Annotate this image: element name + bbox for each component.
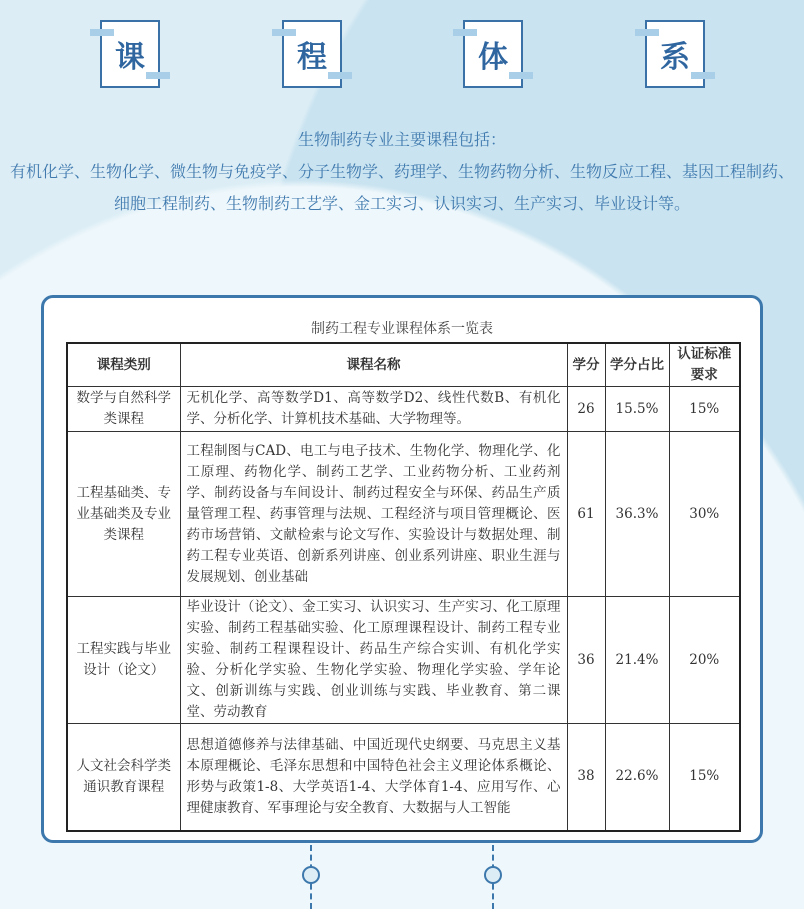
intro-heading: 生物制药专业主要课程包括： bbox=[297, 130, 506, 149]
header-cell: 学分占比 bbox=[605, 343, 669, 387]
ratio-cell: 21.4% bbox=[605, 597, 669, 724]
table-row bbox=[67, 724, 740, 831]
title-char: 体 bbox=[478, 40, 508, 75]
credits-cell: 61 bbox=[567, 432, 605, 597]
table-header-row bbox=[67, 343, 740, 387]
courses-cell: 无机化学、高等数学D1、高等数学D2、线性代数B、有机化学、分析化学、计算机技术基础、大学物理等。 bbox=[180, 387, 567, 432]
credits-cell: 26 bbox=[567, 387, 605, 432]
courses-cell: 思想道德修养与法律基础、中国近现代史纲要、马克思主义基本原理概论、毛泽东思想和中国特色社会主义理论体系概论、形势与政策1-8、大学英语1-4、大学体育1-4、应用写作、心理健康教育、军事理论与安全教育、大数据与人工智能 bbox=[180, 724, 567, 831]
intro-text bbox=[0, 124, 804, 220]
header-cell: 课程名称 bbox=[180, 343, 567, 387]
table-row bbox=[67, 432, 740, 597]
title-char: 程 bbox=[297, 40, 327, 75]
intro-body: 有机化学、生物化学、微生物与免疫学、分子生物学、药理学、生物药物分析、生物反应工程、基因工程制药、细胞工程制药、生物制药工艺学、金工实习、认识实习、生产实习、毕业设计等。 bbox=[9, 162, 794, 213]
ratio-cell: 36.3% bbox=[605, 432, 669, 597]
credits-cell: 36 bbox=[567, 597, 605, 724]
courses-cell: 毕业设计（论文）、金工实习、认识实习、生产实习、化工原理实验、制药工程基础实验、化工原理课程设计、制药工程专业实验、制药工程课程设计、药品生产综合实训、有机化学实验、分析化学实验、生物化学实验、物理化学实验、学年论文、创新训练与实践、创业训练与实践、毕业教育、第二课堂、劳动教育 bbox=[180, 597, 567, 724]
title-char: 系 bbox=[660, 40, 690, 75]
credits-cell: 38 bbox=[567, 724, 605, 831]
curriculum-table bbox=[66, 342, 741, 832]
category-cell: 工程基础类、专业基础类及专业类课程 bbox=[67, 432, 180, 597]
table-row bbox=[67, 387, 740, 432]
category-cell: 数学与自然科学类课程 bbox=[67, 387, 180, 432]
connector-circle bbox=[484, 866, 502, 884]
category-cell: 工程实践与毕业设计（论文） bbox=[67, 597, 180, 724]
category-cell: 人文社会科学类通识教育课程 bbox=[67, 724, 180, 831]
title-char-box bbox=[282, 20, 342, 88]
standard-cell: 30% bbox=[669, 432, 740, 597]
courses-cell: 工程制图与CAD、电工与电子技术、生物化学、物理化学、化工原理、药物化学、制药工艺学、工业药物分析、工业药剂学、制药设备与车间设计、制药过程安全与环保、药品生产质量管理工程、药事管理与法规、工程经济与项目管理概论、医药市场营销、文献检索与论文写作、实验设计与数据处理、制药工程专业英语、创新系列讲座、创业系列讲座、职业生涯与发展规划、创业基础 bbox=[180, 432, 567, 597]
standard-cell: 15% bbox=[669, 724, 740, 831]
title-char-box bbox=[100, 20, 160, 88]
table-title: 制药工程专业课程体系一览表 bbox=[311, 321, 493, 337]
table-row bbox=[67, 597, 740, 724]
ratio-cell: 15.5% bbox=[605, 387, 669, 432]
ratio-cell: 22.6% bbox=[605, 724, 669, 831]
title-char-box bbox=[645, 20, 705, 88]
header-cell: 学分 bbox=[567, 343, 605, 387]
curriculum-card bbox=[41, 295, 763, 843]
header-cell: 认证标准要求 bbox=[669, 343, 740, 387]
standard-cell: 15% bbox=[669, 387, 740, 432]
title-char-box bbox=[463, 20, 523, 88]
header-cell: 课程类别 bbox=[67, 343, 180, 387]
standard-cell: 20% bbox=[669, 597, 740, 724]
title-char: 课 bbox=[115, 40, 145, 75]
connector-circle bbox=[302, 866, 320, 884]
